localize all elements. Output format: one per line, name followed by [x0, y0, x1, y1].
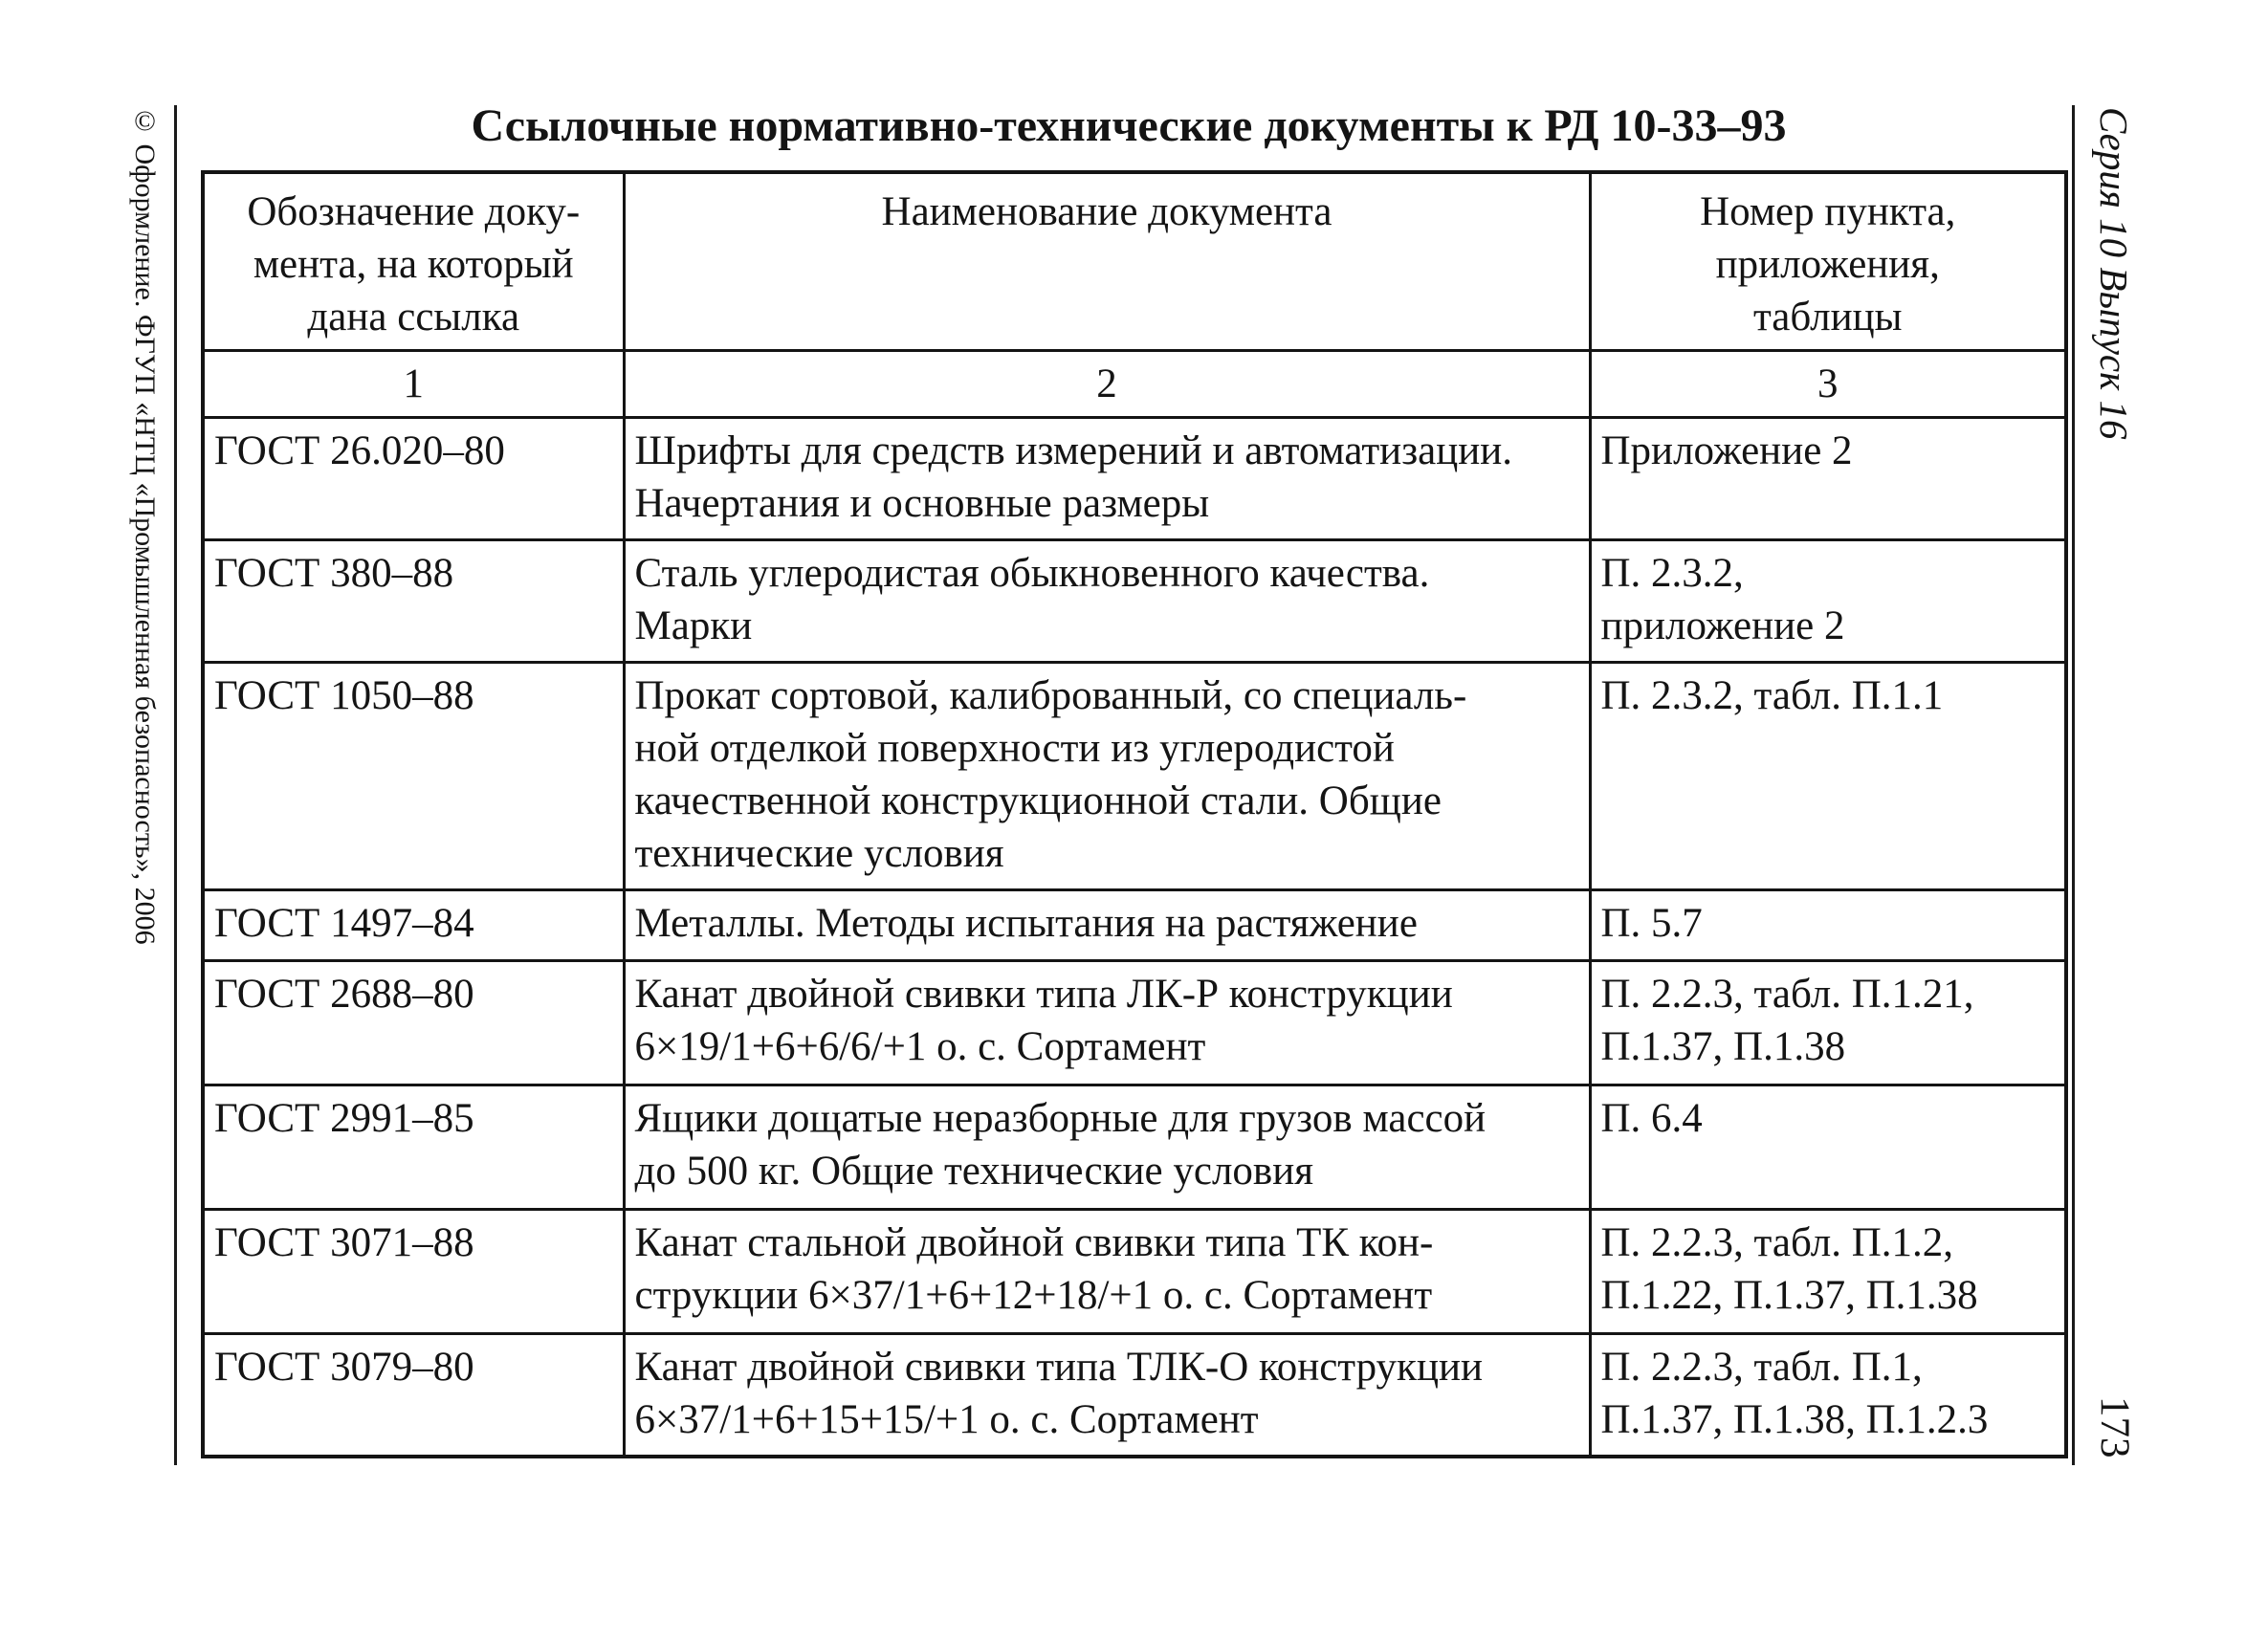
- header-document-code: Обозначение доку- мента, на который дана ссылка: [203, 172, 624, 351]
- table-row: [203, 890, 2066, 961]
- page-title: Ссылочные нормативно-технические документы к РД 10-33–93: [471, 100, 1787, 151]
- document-code: ГОСТ 2991–85: [203, 1085, 624, 1210]
- document-code: ГОСТ 26.020–80: [203, 418, 624, 540]
- table-header-row: [203, 172, 2066, 351]
- table-row: [203, 961, 2066, 1085]
- document-code: ГОСТ 2688–80: [203, 961, 624, 1085]
- reference-number: П. 2.3.2, табл. П.1.1: [1590, 663, 2066, 890]
- reference-number: П. 2.2.3, табл. П.1.2, П.1.22, П.1.37, П.1.38: [1590, 1210, 2066, 1334]
- reference-number: П. 2.2.3, табл. П.1, П.1.37, П.1.38, П.1.2.3: [1590, 1334, 2066, 1457]
- header-reference-number: Номер пункта, приложения, таблицы: [1590, 172, 2066, 351]
- table-row: [203, 1334, 2066, 1457]
- header-document-name: Наименование документа: [624, 172, 1590, 351]
- reference-number: П. 2.3.2, приложение 2: [1590, 540, 2066, 663]
- reference-number: П. 2.2.3, табл. П.1.21, П.1.37, П.1.38: [1590, 961, 2066, 1085]
- copyright-note: © Оформление. ФГУП «НТЦ «Промышленная безопасность», 2006: [129, 105, 161, 945]
- series-label: Серия 10 Выпуск 16: [2092, 107, 2136, 440]
- document-name: Прокат сортовой, калиброванный, со специаль- ной отделкой поверхности из углеродистой качественной конструкционной стали. Общие технические условия: [624, 663, 1590, 890]
- document-code: ГОСТ 1050–88: [203, 663, 624, 890]
- table-row: [203, 1210, 2066, 1334]
- column-number-row: [203, 351, 2066, 418]
- document-name: Шрифты для средств измерений и автоматизации. Начертания и основные размеры: [624, 418, 1590, 540]
- table-row: [203, 1085, 2066, 1210]
- document-name: Сталь углеродистая обыкновенного качества. Марки: [624, 540, 1590, 663]
- document-name: Металлы. Методы испытания на растяжение: [624, 890, 1590, 961]
- document-code: ГОСТ 3071–88: [203, 1210, 624, 1334]
- column-number-1: 1: [203, 351, 624, 418]
- document-code: ГОСТ 3079–80: [203, 1334, 624, 1457]
- page-number: 173: [2092, 1396, 2137, 1458]
- column-number-2: 2: [624, 351, 1590, 418]
- document-code: ГОСТ 1497–84: [203, 890, 624, 961]
- document-name: Канат стальной двойной свивки типа ТК кон- струкции 6×37/1+6+12+18/+1 о. с. Сортамент: [624, 1210, 1590, 1334]
- document-name: Ящики дощатые неразборные для грузов массой до 500 кг. Общие технические условия: [624, 1085, 1590, 1210]
- reference-documents-table: [201, 170, 2068, 1458]
- column-number-3: 3: [1590, 351, 2066, 418]
- table-row: [203, 540, 2066, 663]
- reference-number: П. 5.7: [1590, 890, 2066, 961]
- right-margin-rule: [2072, 105, 2075, 1465]
- table-row: [203, 418, 2066, 540]
- document-name: Канат двойной свивки типа ЛК-Р конструкции 6×19/1+6+6/6/+1 о. с. Сортамент: [624, 961, 1590, 1085]
- reference-number: Приложение 2: [1590, 418, 2066, 540]
- table-row: [203, 663, 2066, 890]
- document-code: ГОСТ 380–88: [203, 540, 624, 663]
- left-margin-rule: [174, 105, 177, 1465]
- reference-number: П. 6.4: [1590, 1085, 2066, 1210]
- document-name: Канат двойной свивки типа ТЛК-О конструкции 6×37/1+6+15+15/+1 о. с. Сортамент: [624, 1334, 1590, 1457]
